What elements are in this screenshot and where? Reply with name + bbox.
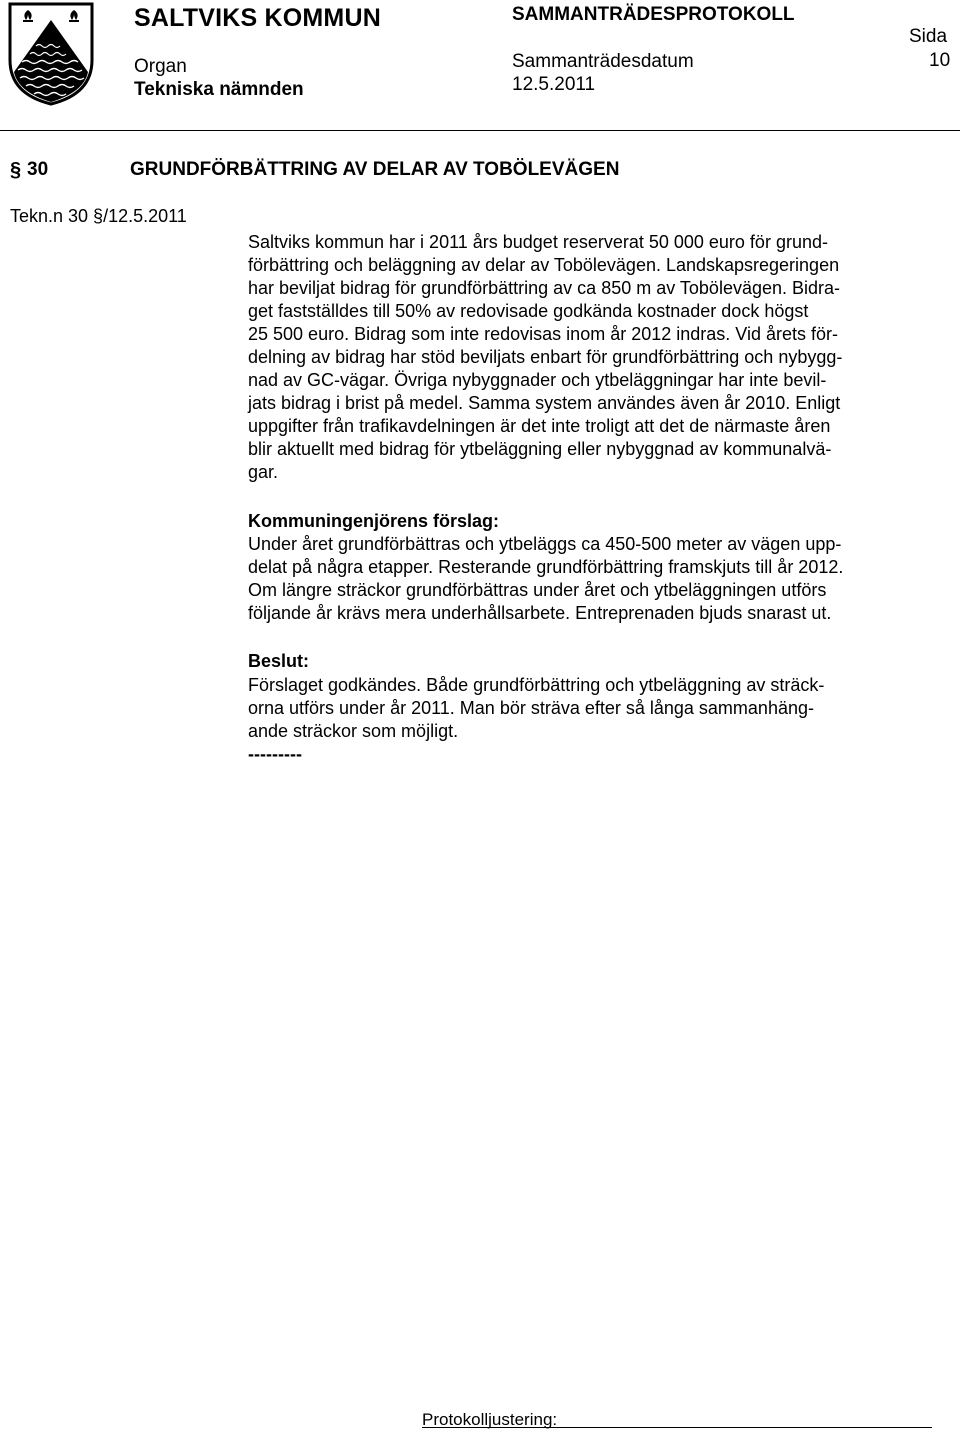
proposal-line: följande år krävs mera underhållsarbete. Entreprenaden bjuds snarast ut. <box>248 603 832 623</box>
page-label: Sida <box>909 26 948 47</box>
section-body <box>248 231 948 484</box>
body-line: Saltviks kommun har i 2011 års budget reserverat 50 000 euro för grund- <box>248 232 828 252</box>
coat-of-arms-logo <box>8 2 94 106</box>
municipality-name: SALTVIKS KOMMUN <box>134 4 381 32</box>
body-line: uppgifter från trafikavdelningen är det inte troligt att det de närmaste åren <box>248 416 831 436</box>
decision-line: orna utförs under år 2011. Man bör sträva efter så långa sammanhäng- <box>248 698 814 718</box>
proposal-heading: Kommuningenjörens förslag: <box>248 511 500 531</box>
proposal-line: delat på några etapper. Resterande grundförbättring framskjuts till år 2012. <box>248 557 844 577</box>
end-marker: --------- <box>248 744 302 764</box>
organ-name: Tekniska nämnden <box>134 79 304 100</box>
header-divider <box>0 130 960 131</box>
section-reference: Tekn.n 30 §/12.5.2011 <box>10 206 187 226</box>
proposal-line: Under året grundförbättras och ytbeläggs ca 450-500 meter av vägen upp- <box>248 534 842 554</box>
body-line: nad av GC-vägar. Övriga nybyggnader och ytbeläggningar har inte bevil- <box>248 370 827 390</box>
body-line: jats bidrag i brist på medel. Samma system användes även år 2010. Enligt <box>248 393 841 413</box>
meeting-date-label: Sammanträdesdatum <box>512 51 694 72</box>
protocol-title: SAMMANTRÄDESPROTOKOLL <box>512 4 795 25</box>
section-number: 30 <box>27 159 49 180</box>
section-title: GRUNDFÖRBÄTTRING AV DELAR AV TOBÖLEVÄGEN <box>130 159 620 180</box>
body-line: har beviljat bidrag för grundförbättring av ca 850 m av Tobölevägen. Bidra- <box>248 278 841 298</box>
decision-body <box>248 674 948 766</box>
page-number: 10 <box>929 50 951 71</box>
protocol-review-label: Protokolljustering: <box>422 1410 558 1429</box>
body-line: get fastställdes till 50% av redovisade godkända kostnader dock högst <box>248 301 809 321</box>
proposal-body <box>248 533 948 625</box>
body-line: blir aktuellt med bidrag för ytbeläggning eller nybyggnad av kommunalvä- <box>248 439 832 459</box>
decision-line: Förslaget godkändes. Både grundförbättring och ytbeläggning av sträck- <box>248 675 825 695</box>
signature-line <box>422 1427 932 1428</box>
meeting-date: 12.5.2011 <box>512 74 596 95</box>
section-symbol: § <box>10 159 22 181</box>
organ-label: Organ <box>134 56 187 77</box>
body-line: gar. <box>248 462 279 482</box>
decision-line: ande sträckor som möjligt. <box>248 721 459 741</box>
body-line: 25 500 euro. Bidrag som inte redovisas inom år 2012 indras. Vid årets för- <box>248 324 838 344</box>
body-line: förbättring och beläggning av delar av Tobölevägen. Landskapsregeringen <box>248 255 840 275</box>
proposal-line: Om längre sträckor grundförbättras under året och ytbeläggningen utförs <box>248 580 827 600</box>
body-line: delning av bidrag har stöd beviljats enbart för grundförbättring och nybygg- <box>248 347 843 367</box>
decision-heading: Beslut: <box>248 651 310 671</box>
